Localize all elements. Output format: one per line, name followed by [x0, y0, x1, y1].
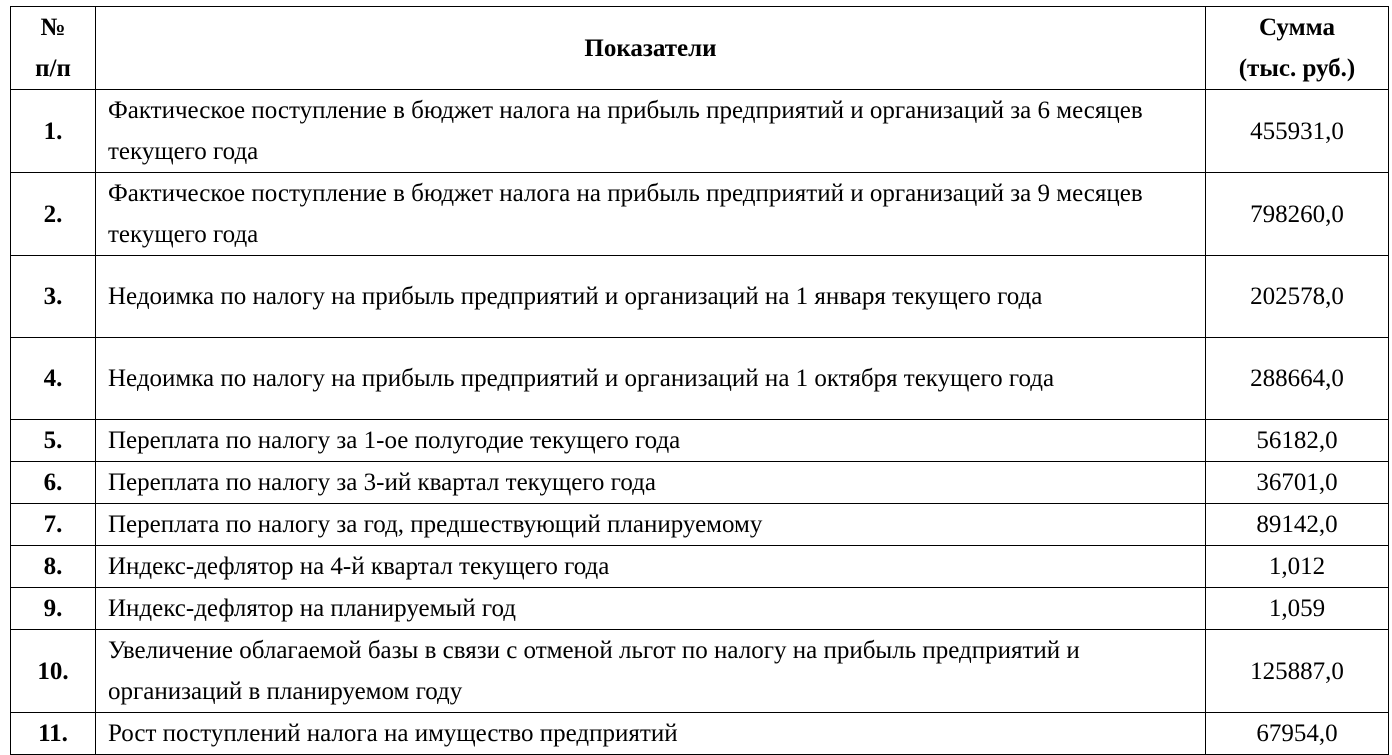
table-header-row — [11, 7, 1389, 90]
header-number-line2: п/п — [35, 55, 71, 82]
row-indicator: Недоимка по налогу на прибыль предприятий и организаций на 1 января текущего года — [96, 256, 1206, 338]
table-row — [11, 338, 1389, 420]
indicators-table — [10, 6, 1389, 755]
row-indicator: Фактическое поступление в бюджет налога на прибыль предприятий и организаций за 9 месяцев текущего года — [96, 173, 1206, 256]
table-row — [11, 546, 1389, 588]
row-indicator: Индекс-дефлятор на планируемый год — [96, 588, 1206, 630]
table-row — [11, 462, 1389, 504]
row-sum: 67954,0 — [1206, 713, 1389, 755]
row-number: 7. — [11, 504, 96, 546]
table-row — [11, 588, 1389, 630]
row-number: 11. — [11, 713, 96, 755]
row-number: 1. — [11, 90, 96, 173]
row-number: 5. — [11, 420, 96, 462]
header-number-line1: № — [40, 14, 66, 41]
table-row — [11, 256, 1389, 338]
row-sum: 89142,0 — [1206, 504, 1389, 546]
table-row — [11, 713, 1389, 755]
header-sum-line1: Сумма — [1259, 14, 1335, 41]
row-sum: 288664,0 — [1206, 338, 1389, 420]
row-indicator: Рост поступлений налога на имущество предприятий — [96, 713, 1206, 755]
header-sum — [1206, 7, 1389, 90]
header-indicators: Показатели — [96, 7, 1206, 90]
table-row — [11, 420, 1389, 462]
table-row — [11, 173, 1389, 256]
row-indicator: Недоимка по налогу на прибыль предприятий и организаций на 1 октября текущего года — [96, 338, 1206, 420]
row-indicator: Переплата по налогу за 1-ое полугодие текущего года — [96, 420, 1206, 462]
row-indicator: Увеличение облагаемой базы в связи с отменой льгот по налогу на прибыль предприятий и организаций в планируемом году — [96, 630, 1206, 713]
row-number: 9. — [11, 588, 96, 630]
row-sum: 36701,0 — [1206, 462, 1389, 504]
row-sum: 202578,0 — [1206, 256, 1389, 338]
row-number: 4. — [11, 338, 96, 420]
row-number: 10. — [11, 630, 96, 713]
row-sum: 1,012 — [1206, 546, 1389, 588]
row-number: 2. — [11, 173, 96, 256]
header-number — [11, 7, 96, 90]
row-number: 6. — [11, 462, 96, 504]
row-sum: 1,059 — [1206, 588, 1389, 630]
row-number: 8. — [11, 546, 96, 588]
row-indicator: Переплата по налогу за 3-ий квартал текущего года — [96, 462, 1206, 504]
table-row — [11, 504, 1389, 546]
row-indicator: Переплата по налогу за год, предшествующий планируемому — [96, 504, 1206, 546]
table-row — [11, 630, 1389, 713]
row-sum: 798260,0 — [1206, 173, 1389, 256]
row-indicator: Индекс-дефлятор на 4-й квартал текущего года — [96, 546, 1206, 588]
row-sum: 56182,0 — [1206, 420, 1389, 462]
row-number: 3. — [11, 256, 96, 338]
header-sum-line2: (тыс. руб.) — [1238, 55, 1356, 82]
row-indicator: Фактическое поступление в бюджет налога на прибыль предприятий и организаций за 6 месяцев текущего года — [96, 90, 1206, 173]
document-page — [10, 6, 1389, 755]
row-sum: 125887,0 — [1206, 630, 1389, 713]
table-row — [11, 90, 1389, 173]
row-sum: 455931,0 — [1206, 90, 1389, 173]
